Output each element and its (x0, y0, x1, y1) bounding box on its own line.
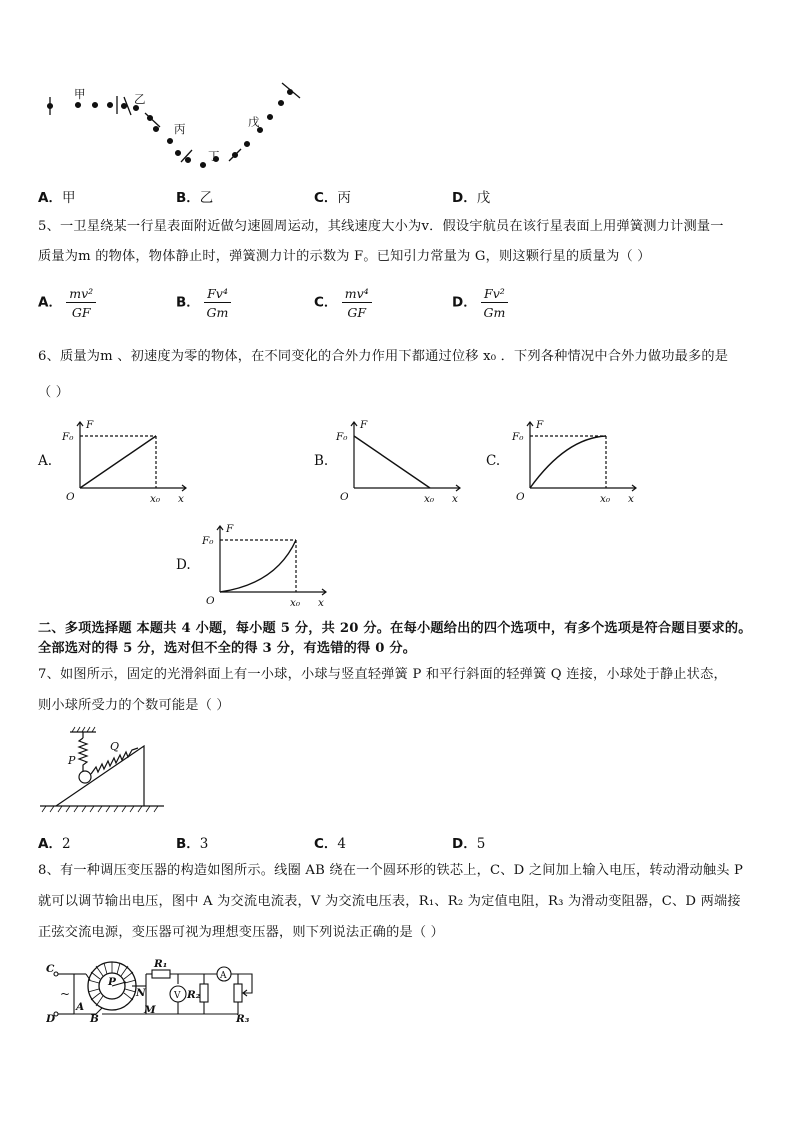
svg-text:O: O (206, 595, 215, 607)
svg-text:x₀: x₀ (150, 493, 161, 505)
q6-option-b[interactable]: B. (314, 453, 329, 469)
q7-option-a[interactable]: A．2 (38, 836, 71, 852)
label-jia: 甲 (74, 87, 86, 101)
q6-graph-a (56, 416, 196, 508)
label-yi: 乙 (134, 92, 146, 106)
svg-text:A: A (76, 1001, 85, 1013)
svg-text:F: F (86, 419, 94, 431)
force-curve (354, 436, 430, 488)
ball (79, 771, 91, 783)
q8-circuit-figure (46, 956, 266, 1028)
q7-option-c[interactable]: C．4 (314, 836, 347, 852)
q6-option-d[interactable]: D. (176, 557, 191, 573)
svg-text:F₀: F₀ (62, 431, 74, 443)
svg-text:P: P (108, 976, 116, 988)
svg-text:F₀: F₀ (202, 535, 214, 547)
resistor-r1 (152, 970, 170, 978)
q7-stem-line1: 7、如图所示，固定的光滑斜面上有一小球，小球与竖直轻弹簧 P 和平行斜面的轻弹簧 Q 连接，小球处于静止状态， (38, 667, 727, 682)
q8-stem-line2: 就可以调节输出电压，图中 A 为交流电流表，V 为交流电压表，R₁、R₂ 为定值电阻，R₃ 为滑动变阻器，C、D 两端接 (38, 894, 741, 909)
q6-graph-d (196, 520, 336, 612)
trajectory-dot (122, 104, 127, 109)
trajectory-dot (176, 151, 181, 156)
q6-stem-line2: （ ） (38, 385, 70, 400)
q6-graph-c (506, 416, 646, 508)
svg-text:F: F (360, 419, 368, 431)
force-curve (80, 436, 156, 488)
trajectory-dot (245, 142, 250, 147)
trajectory-dot (134, 106, 139, 111)
svg-text:x: x (628, 493, 634, 505)
q8-stem-line3: 正弦交流电源，变压器可视为理想变压器，则下列说法正确的是（ ） (38, 925, 445, 940)
svg-text:R₂: R₂ (187, 989, 201, 1001)
q5-option-d[interactable]: D． $\frac{\text{Fv²}}{Gm}$ (452, 286, 508, 320)
svg-text:F: F (226, 523, 234, 535)
svg-text:x₀: x₀ (290, 597, 301, 609)
label-wu: 戊 (248, 115, 260, 129)
svg-text:P: P (68, 754, 76, 767)
svg-text:F₀: F₀ (512, 431, 524, 443)
q4-trajectory-figure (38, 78, 318, 173)
resistor-r3 (234, 984, 242, 1002)
section-2-heading-line1: 二、多项选择题 本题共 4 小题，每小题 5 分，共 20 分。在每小题给出的四个选项中，有多个选项是符合题目要求的。 (38, 621, 752, 636)
velocity-mark (282, 83, 300, 98)
trajectory-dot (279, 101, 284, 106)
trajectory-dot (93, 103, 98, 108)
svg-text:x: x (178, 493, 184, 505)
svg-text:x₀: x₀ (424, 493, 435, 505)
label-bing: 丙 (174, 122, 186, 136)
svg-text:O: O (66, 491, 75, 503)
svg-text:~: ~ (60, 987, 71, 1001)
velocity-mark (145, 113, 160, 127)
section-2-heading-line2: 全部选对的得 5 分，选对但不全的得 3 分，有选错的得 0 分。 (38, 641, 417, 656)
svg-text:O: O (516, 491, 525, 503)
trajectory-dot (186, 158, 191, 163)
q8-stem-line1: 8、有一种调压变压器的构造如图所示。线圈 AB 绕在一个圆环形的铁芯上，C、D 之间加上输入电压，转动滑动触头 P (38, 863, 744, 878)
svg-text:Q: Q (110, 740, 120, 753)
trajectory-dot (76, 103, 81, 108)
q6-option-c[interactable]: C. (486, 453, 501, 469)
svg-text:V: V (174, 991, 181, 1001)
q7-incline-figure (38, 724, 168, 818)
force-curve (220, 540, 296, 592)
q5-stem-line2: 质量为m 的物体，物体静止时，弹簧测力计的示数为 F。已知引力常量为 G，则这颗行星的质量为（ ） (38, 249, 651, 264)
trajectory-dot (268, 115, 273, 120)
svg-text:M: M (144, 1004, 156, 1016)
svg-text:F: F (536, 419, 544, 431)
q6-stem-line1: 6、质量为m 、初速度为零的物体，在不同变化的合外力作用下都通过位移 x₀ ．下列各种情况中合外力做功最多的是 (38, 349, 729, 364)
trajectory-dot (108, 103, 113, 108)
svg-text:x: x (452, 493, 458, 505)
q6-graph-b (330, 416, 470, 508)
trajectory-dot (168, 139, 173, 144)
force-curve (530, 436, 606, 488)
svg-text:B: B (90, 1013, 99, 1025)
trajectory-dot (201, 163, 206, 168)
svg-text:A: A (220, 971, 227, 981)
q6-option-a[interactable]: A. (38, 453, 53, 469)
svg-text:F₀: F₀ (336, 431, 348, 443)
q5-option-a[interactable]: A． $\frac{\text{mv²}}{GF}$ (38, 286, 96, 320)
q4-option-a[interactable]: A．甲 (38, 190, 76, 206)
svg-text:R₃: R₃ (236, 1013, 250, 1025)
q7-option-d[interactable]: D．5 (452, 836, 486, 852)
q5-stem-line1: 5、一卫星绕某一行星表面附近做匀速圆周运动，其线速度大小为v．假设宇航员在该行星表面上用弹簧测力计测量一 (38, 219, 724, 234)
svg-text:C: C (46, 963, 55, 975)
q5-option-b[interactable]: B． $\frac{\text{Fv⁴}}{Gm}$ (176, 286, 231, 320)
q5-option-c[interactable]: C． $\frac{\text{mv⁴}}{GF}$ (314, 286, 372, 320)
q7-stem-line2: 则小球所受力的个数可能是（ ） (38, 698, 230, 713)
trajectory-dot (154, 127, 159, 132)
svg-text:x: x (318, 597, 324, 609)
q4-option-b[interactable]: B．乙 (176, 190, 214, 206)
svg-text:x₀: x₀ (600, 493, 611, 505)
svg-text:N: N (136, 987, 146, 999)
svg-text:D: D (46, 1013, 56, 1025)
q7-option-b[interactable]: B．3 (176, 836, 209, 852)
svg-text:O: O (340, 491, 349, 503)
velocity-mark (229, 149, 241, 161)
q4-option-d[interactable]: D．戊 (452, 190, 491, 206)
spring-p (79, 738, 87, 771)
q4-option-c[interactable]: C．丙 (314, 190, 351, 206)
label-ding: 丁 (208, 149, 220, 163)
svg-text:R₁: R₁ (154, 958, 168, 970)
resistor-r2 (200, 984, 208, 1002)
